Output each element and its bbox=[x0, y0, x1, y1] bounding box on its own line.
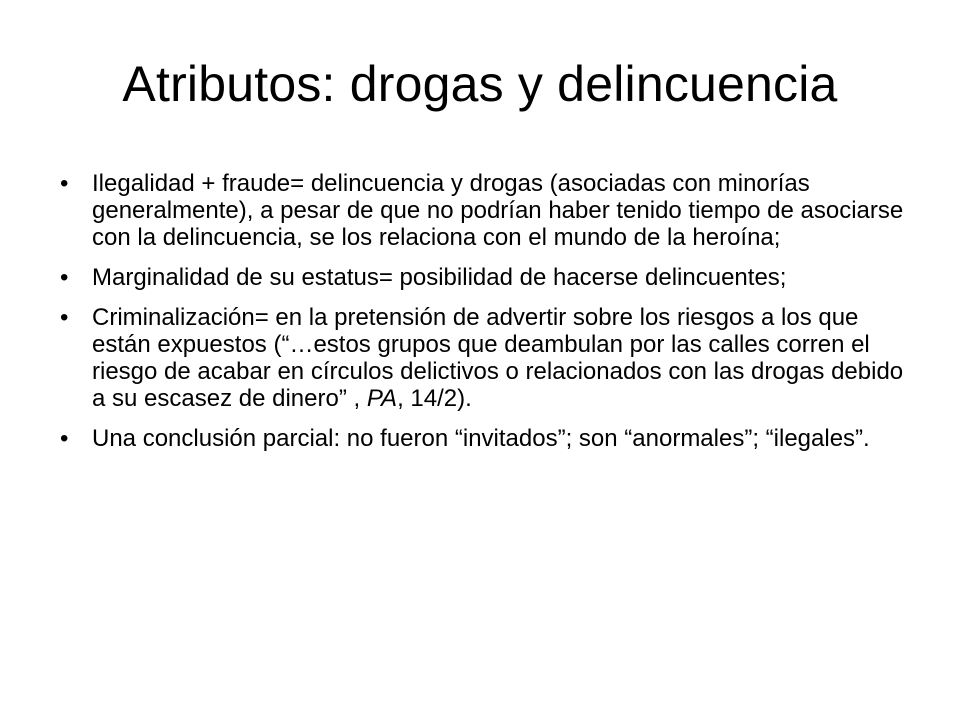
bullet-text-segment: Ilegalidad + fraude= delincuencia y drogas (asociadas con minorías generalmente), a pesar de que no podrían haber tenido tiempo de asociarse con la delincuencia, se los relaciona con el mundo de la heroína; bbox=[92, 170, 904, 251]
bullet-text bbox=[92, 264, 910, 291]
bullet-marker: • bbox=[60, 264, 69, 291]
bullet-text-segment: , 14/2). bbox=[397, 385, 472, 412]
bullet-text bbox=[92, 304, 910, 412]
bullet-marker: • bbox=[60, 304, 69, 331]
bullet-text-segment: Criminalización= en la pretensión de advertir sobre los riesgos a los que están expuestos (“…estos grupos que deambulan por las calles corren el riesgo de acabar en círculos delictivos o relacionados con las drogas debido a su escasez de dinero” , bbox=[92, 304, 904, 412]
bullet-text bbox=[92, 425, 910, 452]
bullet-marker: • bbox=[60, 170, 69, 197]
bullet-text-segment: Marginalidad de su estatus= posibilidad de hacerse delincuentes; bbox=[92, 264, 787, 291]
bullet-text-segment-italic: PA bbox=[366, 385, 398, 412]
bullet-item bbox=[60, 170, 910, 251]
bullet-item bbox=[60, 304, 910, 412]
bullet-text-segment: Una conclusión parcial: no fueron “invitados”; son “anormales”; “ilegales”. bbox=[92, 425, 870, 452]
bullet-text bbox=[92, 170, 910, 251]
bullet-marker: • bbox=[60, 425, 69, 452]
bullet-item bbox=[60, 425, 910, 452]
bullet-list bbox=[60, 170, 910, 465]
bullet-item bbox=[60, 264, 910, 291]
slide-title: Atributos: drogas y delincuencia bbox=[122, 56, 838, 112]
